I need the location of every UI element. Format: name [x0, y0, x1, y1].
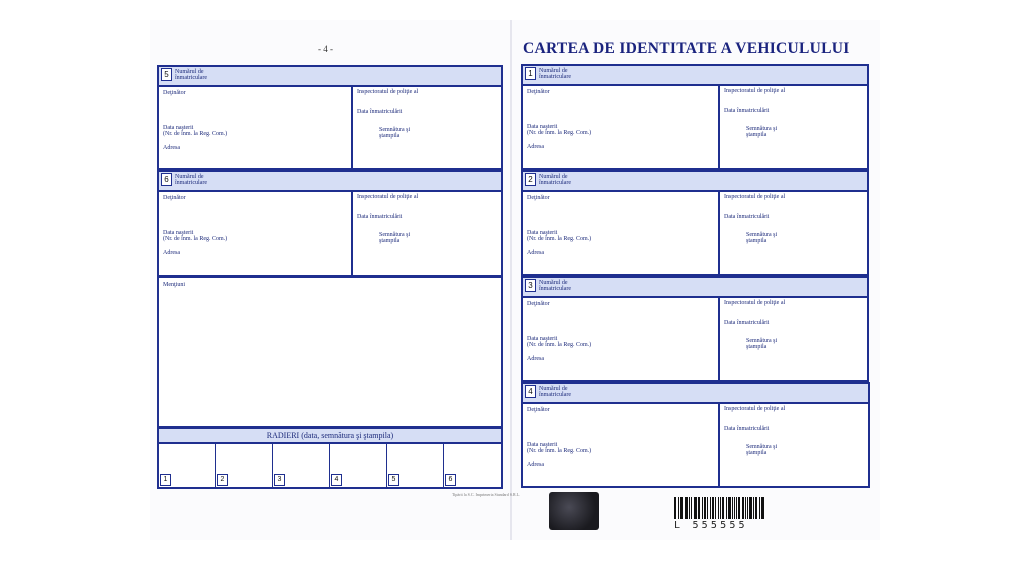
registration-number-line-2: înmatriculare: [539, 74, 571, 80]
barcode-bar: [736, 497, 737, 519]
block-divider: [718, 402, 720, 486]
removal-cell-1: [159, 442, 216, 487]
birth-date-label: Data naşterii: [163, 230, 194, 236]
block-divider: [718, 296, 720, 380]
block-header: [159, 172, 501, 192]
signature-label: Semnătura şi: [746, 232, 778, 238]
block-divider: [718, 190, 720, 274]
block-header: [159, 67, 501, 87]
barcode-bar: [749, 497, 752, 519]
barcode-bar: [712, 497, 714, 519]
stamp-label: ştampila: [746, 450, 767, 456]
signature-label: Semnătura şi: [746, 444, 778, 450]
hologram-sticker: [549, 492, 599, 530]
registration-date-label: Data înmatriculării: [357, 214, 403, 220]
block-header: [523, 384, 868, 404]
barcode-bar: [720, 497, 722, 519]
barcode-bar: [715, 497, 716, 519]
barcode-bar: [678, 497, 679, 519]
block-number: 6: [161, 173, 172, 186]
birth-date-label: Data naşterii: [163, 125, 194, 131]
barcode-bar: [747, 497, 748, 519]
registration-block-5: [157, 65, 503, 170]
registration-date-label: Data înmatriculării: [724, 108, 770, 114]
police-inspectorate-label: Inspectoratul de poliţie al: [724, 406, 786, 412]
block-divider: [351, 85, 353, 168]
birth-date-label: Data naşterii: [527, 230, 558, 236]
removal-cell-5: [387, 442, 444, 487]
signature-label: Semnătura şi: [379, 232, 411, 238]
barcode-bar: [738, 497, 740, 519]
block-number: 3: [525, 279, 536, 292]
signature-label: Semnătura şi: [746, 126, 778, 132]
barcode-bar: [755, 497, 757, 519]
page-number: - 4 -: [318, 44, 333, 54]
company-reg-label: (Nr. de înm. la Reg. Com.): [527, 236, 592, 242]
company-reg-label: (Nr. de înm. la Reg. Com.): [163, 236, 228, 242]
police-inspectorate-label: Inspectoratul de poliţie al: [724, 88, 786, 94]
barcode-bar: [745, 497, 746, 519]
holder-label: Deţinător: [163, 195, 186, 201]
registration-block-4: [521, 382, 870, 488]
removal-cell-number: 4: [331, 474, 342, 486]
center-fold: [510, 20, 512, 540]
registration-date-label: Data înmatriculării: [357, 109, 403, 115]
registration-number-line-1: Numărul de: [539, 68, 568, 74]
barcode-bar: [726, 497, 727, 519]
barcode-bar: [728, 497, 731, 519]
barcode-bar: [710, 497, 711, 519]
mentions-label: Menţiuni: [163, 282, 185, 288]
document-title: CARTEA DE IDENTITATE A VEHICULULUI: [523, 40, 850, 57]
removal-cell-number: 6: [445, 474, 456, 486]
block-divider: [351, 190, 353, 275]
registration-number-line-2: înmatriculare: [175, 180, 207, 186]
stamp-label: ştampila: [746, 238, 767, 244]
address-label: Adresa: [163, 145, 180, 151]
registration-number-label: [539, 174, 571, 186]
signature-label: Semnătura şi: [379, 127, 411, 133]
holder-label: Deţinător: [527, 195, 550, 201]
address-label: Adresa: [527, 462, 544, 468]
barcode-bar: [704, 497, 707, 519]
signature-label: Semnătura şi: [746, 338, 778, 344]
registration-date-label: Data înmatriculării: [724, 426, 770, 432]
registration-block-3: [521, 276, 869, 382]
stamp-label: ştampila: [379, 133, 400, 139]
removal-cell-4: [330, 442, 387, 487]
block-number: 2: [525, 173, 536, 186]
stamp-label: ştampila: [746, 132, 767, 138]
address-label: Adresa: [527, 250, 544, 256]
barcode: [674, 497, 766, 519]
barcode-bar: [732, 497, 733, 519]
company-reg-label: (Nr. de înm. la Reg. Com.): [527, 448, 592, 454]
birth-date-label: Data naşterii: [527, 336, 558, 342]
registration-number-label: [175, 69, 207, 81]
stamp-label: ştampila: [746, 344, 767, 350]
block-header: [523, 278, 867, 298]
holder-label: Deţinător: [163, 90, 186, 96]
registration-block-6: [157, 170, 503, 277]
registration-number-line-1: Numărul de: [539, 174, 568, 180]
registration-number-label: [175, 174, 207, 186]
removals-table: [157, 427, 503, 489]
removal-cell-3: [273, 442, 330, 487]
barcode-bar: [707, 497, 708, 519]
registration-number-line-1: Numărul de: [539, 280, 568, 286]
address-label: Adresa: [163, 250, 180, 256]
barcode-bar: [702, 497, 703, 519]
barcode-bar: [685, 497, 688, 519]
block-header: [523, 66, 867, 86]
barcode-bar: [734, 497, 735, 519]
removal-cell-number: 5: [388, 474, 399, 486]
police-inspectorate-label: Inspectoratul de poliţie al: [724, 300, 786, 306]
block-divider: [718, 84, 720, 168]
barcode-bar: [695, 497, 697, 519]
registration-number-line-1: Numărul de: [539, 386, 568, 392]
barcode-bar: [681, 497, 683, 519]
address-label: Adresa: [527, 356, 544, 362]
removal-cell-number: 2: [217, 474, 228, 486]
removal-cell-number: 1: [160, 474, 171, 486]
registration-number-line-1: Numărul de: [175, 174, 204, 180]
barcode-bar: [680, 497, 681, 519]
registration-number-line-1: Numărul de: [175, 69, 204, 75]
birth-date-label: Data naşterii: [527, 124, 558, 130]
registration-number-line-2: înmatriculare: [539, 286, 571, 292]
barcode-bar: [698, 497, 700, 519]
company-reg-label: (Nr. de înm. la Reg. Com.): [527, 130, 592, 136]
removal-cell-number: 3: [274, 474, 285, 486]
police-inspectorate-label: Inspectoratul de poliţie al: [357, 89, 419, 95]
holder-label: Deţinător: [527, 89, 550, 95]
block-header: [523, 172, 867, 192]
barcode-bar: [674, 497, 676, 519]
barcode-bar: [759, 497, 760, 519]
removal-cell-6: [444, 442, 501, 487]
block-number: 4: [525, 385, 536, 398]
barcode-bar: [761, 497, 762, 519]
barcode-bar: [762, 497, 764, 519]
registration-number-line-2: înmatriculare: [175, 75, 207, 81]
barcode-bar: [753, 497, 754, 519]
registration-block-2: [521, 170, 869, 276]
birth-date-label: Data naşterii: [527, 442, 558, 448]
address-label: Adresa: [527, 144, 544, 150]
police-inspectorate-label: Inspectoratul de poliţie al: [724, 194, 786, 200]
stamp-label: ştampila: [379, 238, 400, 244]
barcode-bar: [722, 497, 724, 519]
registration-number-line-2: înmatriculare: [539, 180, 571, 186]
barcode-bar: [689, 497, 690, 519]
mentions-box: [157, 276, 503, 428]
registration-number-label: [539, 280, 571, 292]
barcode-bar: [691, 497, 692, 519]
registration-number-label: [539, 386, 571, 398]
company-reg-label: (Nr. de înm. la Reg. Com.): [527, 342, 592, 348]
barcode-bar: [718, 497, 719, 519]
barcode-bar: [694, 497, 695, 519]
barcode-number: L 555555: [674, 520, 748, 531]
registration-block-1: [521, 64, 869, 170]
registration-number-label: [539, 68, 571, 80]
holder-label: Deţinător: [527, 407, 550, 413]
block-number: 5: [161, 68, 172, 81]
registration-number-line-2: înmatriculare: [539, 392, 571, 398]
registration-date-label: Data înmatriculării: [724, 214, 770, 220]
removal-cell-2: [216, 442, 273, 487]
company-reg-label: (Nr. de înm. la Reg. Com.): [163, 131, 228, 137]
police-inspectorate-label: Inspectoratul de poliţie al: [357, 194, 419, 200]
removals-title: RADIERI (data, semnătura şi ştampila): [159, 429, 501, 444]
registration-date-label: Data înmatriculării: [724, 320, 770, 326]
printer-note: Tipărit la S.C. Imprimeria Standard S.R.L.: [452, 492, 521, 497]
holder-label: Deţinător: [527, 301, 550, 307]
block-number: 1: [525, 67, 536, 80]
barcode-bar: [742, 497, 744, 519]
